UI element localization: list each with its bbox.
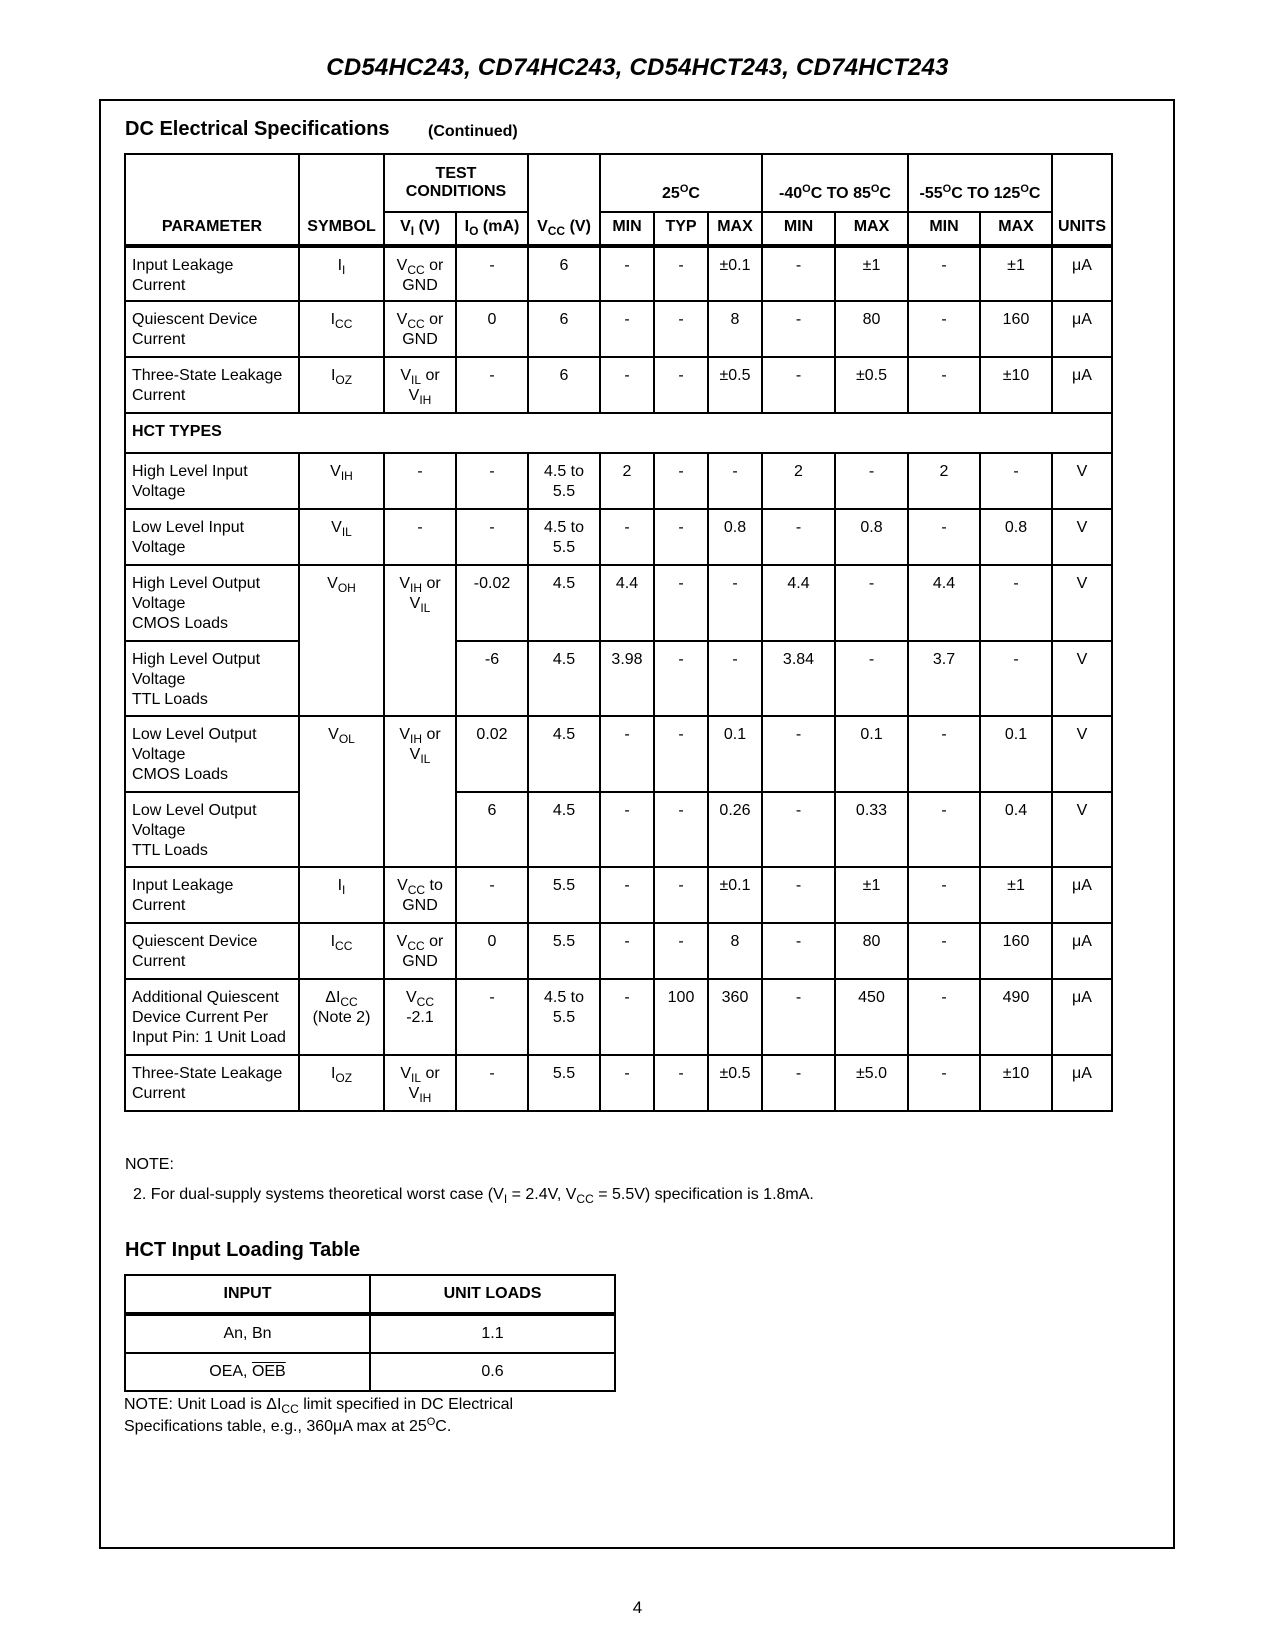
min125-cell: - xyxy=(908,509,980,565)
vi-cell xyxy=(384,792,456,867)
min125-cell: - xyxy=(908,716,980,792)
typ25-cell: - xyxy=(654,565,708,641)
vcc-cell: 4.5 xyxy=(528,792,600,867)
symbol-cell: $V_{OH}$ xyxy=(299,565,384,641)
vi-cell: $V_{CC}$ or GND xyxy=(384,246,456,301)
units-cell: μA xyxy=(1052,979,1112,1055)
io-cell: 6 xyxy=(456,792,528,867)
units-cell: μA xyxy=(1052,301,1112,357)
vcc-cell: 5.5 xyxy=(528,1055,600,1111)
max25-cell: ±0.5 xyxy=(708,1055,762,1111)
max25-cell: ±0.1 xyxy=(708,246,762,301)
max125-cell: - xyxy=(980,641,1052,716)
table-row xyxy=(125,301,1112,357)
min85-cell: 2 xyxy=(762,453,835,509)
max85-cell: - xyxy=(835,565,908,641)
symbol-cell: $I_I$ xyxy=(299,867,384,923)
io-cell: - xyxy=(456,246,528,301)
max85-cell: 0.8 xyxy=(835,509,908,565)
header-temp-85: $-40^OC$ TO $85^OC$ xyxy=(762,154,908,212)
input-cell: OEA, $\overline{OEB}$ xyxy=(125,1353,370,1391)
vi-cell: $V_{CC}$ to GND xyxy=(384,867,456,923)
min85-cell: - xyxy=(762,716,835,792)
units-cell: V xyxy=(1052,453,1112,509)
header-min: MIN xyxy=(762,212,835,246)
max85-cell: 80 xyxy=(835,301,908,357)
vcc-cell: 6 xyxy=(528,357,600,413)
max25-cell: 0.26 xyxy=(708,792,762,867)
header-temp-25: $25^OC$ xyxy=(600,154,762,212)
section-continued: (Continued) xyxy=(428,123,518,140)
min85-cell: 3.84 xyxy=(762,641,835,716)
max125-cell: ±10 xyxy=(980,357,1052,413)
max85-cell: ±1 xyxy=(835,867,908,923)
symbol-cell: $V_{OL}$ xyxy=(299,716,384,792)
max85-cell: ±5.0 xyxy=(835,1055,908,1111)
max85-cell: 0.33 xyxy=(835,792,908,867)
table-row xyxy=(125,453,1112,509)
units-cell: V xyxy=(1052,641,1112,716)
symbol-cell: $V_{IH}$ xyxy=(299,453,384,509)
min25-cell: 2 xyxy=(600,453,654,509)
max125-cell: ±1 xyxy=(980,246,1052,301)
symbol-cell: $\Delta I_{CC}$ (Note 2) xyxy=(299,979,384,1055)
min85-cell: - xyxy=(762,246,835,301)
max25-cell: - xyxy=(708,641,762,716)
vi-cell: $V_{IH}$ or $V_{IL}$ xyxy=(384,565,456,641)
max125-cell: 0.4 xyxy=(980,792,1052,867)
max85-cell: ±1 xyxy=(835,246,908,301)
vcc-cell: 6 xyxy=(528,301,600,357)
io-cell: 0 xyxy=(456,301,528,357)
vi-cell xyxy=(384,641,456,716)
vcc-cell: 6 xyxy=(528,246,600,301)
min25-cell: - xyxy=(600,716,654,792)
section-hct-types: HCT TYPES xyxy=(125,413,1112,453)
typ25-cell: 100 xyxy=(654,979,708,1055)
max25-cell: 360 xyxy=(708,979,762,1055)
table-row xyxy=(125,716,1112,792)
typ25-cell: - xyxy=(654,867,708,923)
typ25-cell: - xyxy=(654,453,708,509)
typ25-cell: - xyxy=(654,716,708,792)
loading-table xyxy=(124,1274,616,1392)
max125-cell: 0.8 xyxy=(980,509,1052,565)
max25-cell: 0.8 xyxy=(708,509,762,565)
param-cell: Low Level Output Voltage TTL Loads xyxy=(125,792,299,867)
vi-cell: - xyxy=(384,453,456,509)
vi-cell: - xyxy=(384,509,456,565)
header-max: MAX xyxy=(835,212,908,246)
note-label: NOTE: xyxy=(125,1156,174,1173)
header-blank xyxy=(528,154,600,212)
min85-cell: - xyxy=(762,301,835,357)
max25-cell: 0.1 xyxy=(708,716,762,792)
min85-cell: - xyxy=(762,509,835,565)
header-test-conditions: TEST CONDITIONS xyxy=(384,154,528,212)
vcc-cell: 4.5 xyxy=(528,716,600,792)
symbol-cell: $I_{OZ}$ xyxy=(299,357,384,413)
min25-cell: - xyxy=(600,509,654,565)
io-cell: - xyxy=(456,867,528,923)
max125-cell: ±10 xyxy=(980,1055,1052,1111)
vi-cell: $V_{IH}$ or $V_{IL}$ xyxy=(384,716,456,792)
header-io: $I_O$ (mA) xyxy=(456,212,528,246)
min125-cell: - xyxy=(908,301,980,357)
param-cell: High Level Output Voltage TTL Loads xyxy=(125,641,299,716)
table-row xyxy=(125,509,1112,565)
typ25-cell: - xyxy=(654,792,708,867)
typ25-cell: - xyxy=(654,301,708,357)
typ25-cell: - xyxy=(654,246,708,301)
vi-cell: $V_{IL}$ or $V_{IH}$ xyxy=(384,1055,456,1111)
min25-cell: - xyxy=(600,301,654,357)
param-cell: Low Level Output Voltage CMOS Loads xyxy=(125,716,299,792)
page-number: 4 xyxy=(632,1598,643,1617)
io-cell: 0 xyxy=(456,923,528,979)
max125-cell: 160 xyxy=(980,301,1052,357)
io-cell: - xyxy=(456,509,528,565)
max25-cell: 8 xyxy=(708,301,762,357)
loads-cell: 0.6 xyxy=(370,1353,615,1391)
units-cell: μA xyxy=(1052,246,1112,301)
param-cell: Input Leakage Current xyxy=(125,867,299,923)
min25-cell: 4.4 xyxy=(600,565,654,641)
typ25-cell: - xyxy=(654,357,708,413)
table-row xyxy=(125,246,1112,301)
symbol-cell: $I_{CC}$ xyxy=(299,923,384,979)
units-cell: μA xyxy=(1052,923,1112,979)
min25-cell: - xyxy=(600,246,654,301)
min125-cell: - xyxy=(908,979,980,1055)
header-blank xyxy=(1052,154,1112,212)
vcc-cell: 5.5 xyxy=(528,923,600,979)
io-cell: - xyxy=(456,453,528,509)
section-title: DC Electrical Specifications xyxy=(125,118,390,140)
min85-cell: 4.4 xyxy=(762,565,835,641)
document-title: CD54HC243, CD74HC243, CD54HCT243, CD74HCT243 xyxy=(326,54,949,81)
table-row xyxy=(125,979,1112,1055)
min85-cell: - xyxy=(762,792,835,867)
vi-cell: $V_{CC}$ -2.1 xyxy=(384,979,456,1055)
typ25-cell: - xyxy=(654,509,708,565)
header-min: MIN xyxy=(908,212,980,246)
min125-cell: - xyxy=(908,357,980,413)
min85-cell: - xyxy=(762,923,835,979)
vcc-cell: 5.5 xyxy=(528,867,600,923)
min125-cell: 4.4 xyxy=(908,565,980,641)
table-row xyxy=(125,792,1112,867)
units-cell: μA xyxy=(1052,357,1112,413)
max125-cell: 490 xyxy=(980,979,1052,1055)
table-row xyxy=(125,1055,1112,1111)
max25-cell: ±0.5 xyxy=(708,357,762,413)
header-min: MIN xyxy=(600,212,654,246)
header-vi: $V_I$ (V) xyxy=(384,212,456,246)
param-cell: High Level Output Voltage CMOS Loads xyxy=(125,565,299,641)
units-cell: V xyxy=(1052,792,1112,867)
dc-spec-table xyxy=(124,153,1113,1112)
typ25-cell: - xyxy=(654,1055,708,1111)
table-row xyxy=(125,565,1112,641)
vcc-cell: 4.5 xyxy=(528,565,600,641)
loads-cell: 1.1 xyxy=(370,1314,615,1353)
symbol-cell: $V_{IL}$ xyxy=(299,509,384,565)
max85-cell: 0.1 xyxy=(835,716,908,792)
note-2: 2. For dual-supply systems theoretical worst case ($V_I = 2.4V$, $V_{CC} = 5.5V$) specification is 1.8mA. xyxy=(133,1186,814,1206)
vi-cell: $V_{CC}$ or GND xyxy=(384,923,456,979)
max85-cell: ±0.5 xyxy=(835,357,908,413)
max25-cell: 8 xyxy=(708,923,762,979)
max85-cell: 80 xyxy=(835,923,908,979)
min25-cell: - xyxy=(600,357,654,413)
max125-cell: 160 xyxy=(980,923,1052,979)
io-cell: - xyxy=(456,1055,528,1111)
input-cell: An, Bn xyxy=(125,1314,370,1353)
table-row xyxy=(125,1353,615,1391)
table-row xyxy=(125,923,1112,979)
units-cell: V xyxy=(1052,509,1112,565)
header-blank xyxy=(125,154,299,212)
vcc-cell: 4.5 xyxy=(528,641,600,716)
param-cell: Additional Quiescent Device Current Per Input Pin: 1 Unit Load xyxy=(125,979,299,1055)
units-cell: μA xyxy=(1052,867,1112,923)
min25-cell: 3.98 xyxy=(600,641,654,716)
header-blank xyxy=(299,154,384,212)
header-unit-loads: UNIT LOADS xyxy=(370,1275,615,1314)
units-cell: V xyxy=(1052,565,1112,641)
max25-cell: - xyxy=(708,453,762,509)
io-cell: -0.02 xyxy=(456,565,528,641)
param-cell: Quiescent Device Current xyxy=(125,301,299,357)
symbol-cell: $I_I$ xyxy=(299,246,384,301)
param-cell: Three-State Leakage Current xyxy=(125,357,299,413)
symbol-cell xyxy=(299,792,384,867)
min85-cell: - xyxy=(762,979,835,1055)
param-cell: Low Level Input Voltage xyxy=(125,509,299,565)
typ25-cell: - xyxy=(654,641,708,716)
min25-cell: - xyxy=(600,792,654,867)
table-row xyxy=(125,357,1112,413)
header-max: MAX xyxy=(980,212,1052,246)
param-cell: High Level Input Voltage xyxy=(125,453,299,509)
io-cell: 0.02 xyxy=(456,716,528,792)
param-cell: Three-State Leakage Current xyxy=(125,1055,299,1111)
header-parameter: PARAMETER xyxy=(125,212,299,246)
max125-cell: - xyxy=(980,565,1052,641)
header-max: MAX xyxy=(708,212,762,246)
header-units: UNITS xyxy=(1052,212,1112,246)
vcc-cell: 4.5 to 5.5 xyxy=(528,509,600,565)
units-cell: V xyxy=(1052,716,1112,792)
table-row xyxy=(125,1314,615,1353)
max85-cell: 450 xyxy=(835,979,908,1055)
header-typ: TYP xyxy=(654,212,708,246)
min25-cell: - xyxy=(600,1055,654,1111)
loading-note: NOTE: Unit Load is $\Delta I_{CC}$ limit specified in DC Electrical Specifications table, e.g., 360μA max at $25^OC$. xyxy=(124,1396,514,1435)
min125-cell: - xyxy=(908,246,980,301)
min25-cell: - xyxy=(600,923,654,979)
max85-cell: - xyxy=(835,641,908,716)
vcc-cell: 4.5 to 5.5 xyxy=(528,453,600,509)
vcc-cell: 4.5 to 5.5 xyxy=(528,979,600,1055)
header-symbol: SYMBOL xyxy=(299,212,384,246)
typ25-cell: - xyxy=(654,923,708,979)
io-cell: - xyxy=(456,357,528,413)
header-vcc: $V_{CC}$ (V) xyxy=(528,212,600,246)
max25-cell: - xyxy=(708,565,762,641)
min125-cell: - xyxy=(908,867,980,923)
loading-table-title: HCT Input Loading Table xyxy=(125,1239,361,1261)
max125-cell: - xyxy=(980,453,1052,509)
min25-cell: - xyxy=(600,979,654,1055)
symbol-cell: $I_{OZ}$ xyxy=(299,1055,384,1111)
symbol-cell: $I_{CC}$ xyxy=(299,301,384,357)
min25-cell: - xyxy=(600,867,654,923)
min85-cell: - xyxy=(762,867,835,923)
max85-cell: - xyxy=(835,453,908,509)
min125-cell: 2 xyxy=(908,453,980,509)
io-cell: - xyxy=(456,979,528,1055)
min125-cell: - xyxy=(908,923,980,979)
max25-cell: ±0.1 xyxy=(708,867,762,923)
header-temp-125: $-55^OC$ TO $125^OC$ xyxy=(908,154,1052,212)
max125-cell: ±1 xyxy=(980,867,1052,923)
max125-cell: 0.1 xyxy=(980,716,1052,792)
param-cell: Input Leakage Current xyxy=(125,246,299,301)
min85-cell: - xyxy=(762,1055,835,1111)
symbol-cell xyxy=(299,641,384,716)
table-row xyxy=(125,867,1112,923)
min125-cell: - xyxy=(908,1055,980,1111)
param-cell: Quiescent Device Current xyxy=(125,923,299,979)
min125-cell: - xyxy=(908,792,980,867)
io-cell: -6 xyxy=(456,641,528,716)
units-cell: μA xyxy=(1052,1055,1112,1111)
table-row xyxy=(125,641,1112,716)
section-row xyxy=(125,413,1112,453)
vi-cell: $V_{IL}$ or $V_{IH}$ xyxy=(384,357,456,413)
vi-cell: $V_{CC}$ or GND xyxy=(384,301,456,357)
min85-cell: - xyxy=(762,357,835,413)
header-input: INPUT xyxy=(125,1275,370,1314)
min125-cell: 3.7 xyxy=(908,641,980,716)
